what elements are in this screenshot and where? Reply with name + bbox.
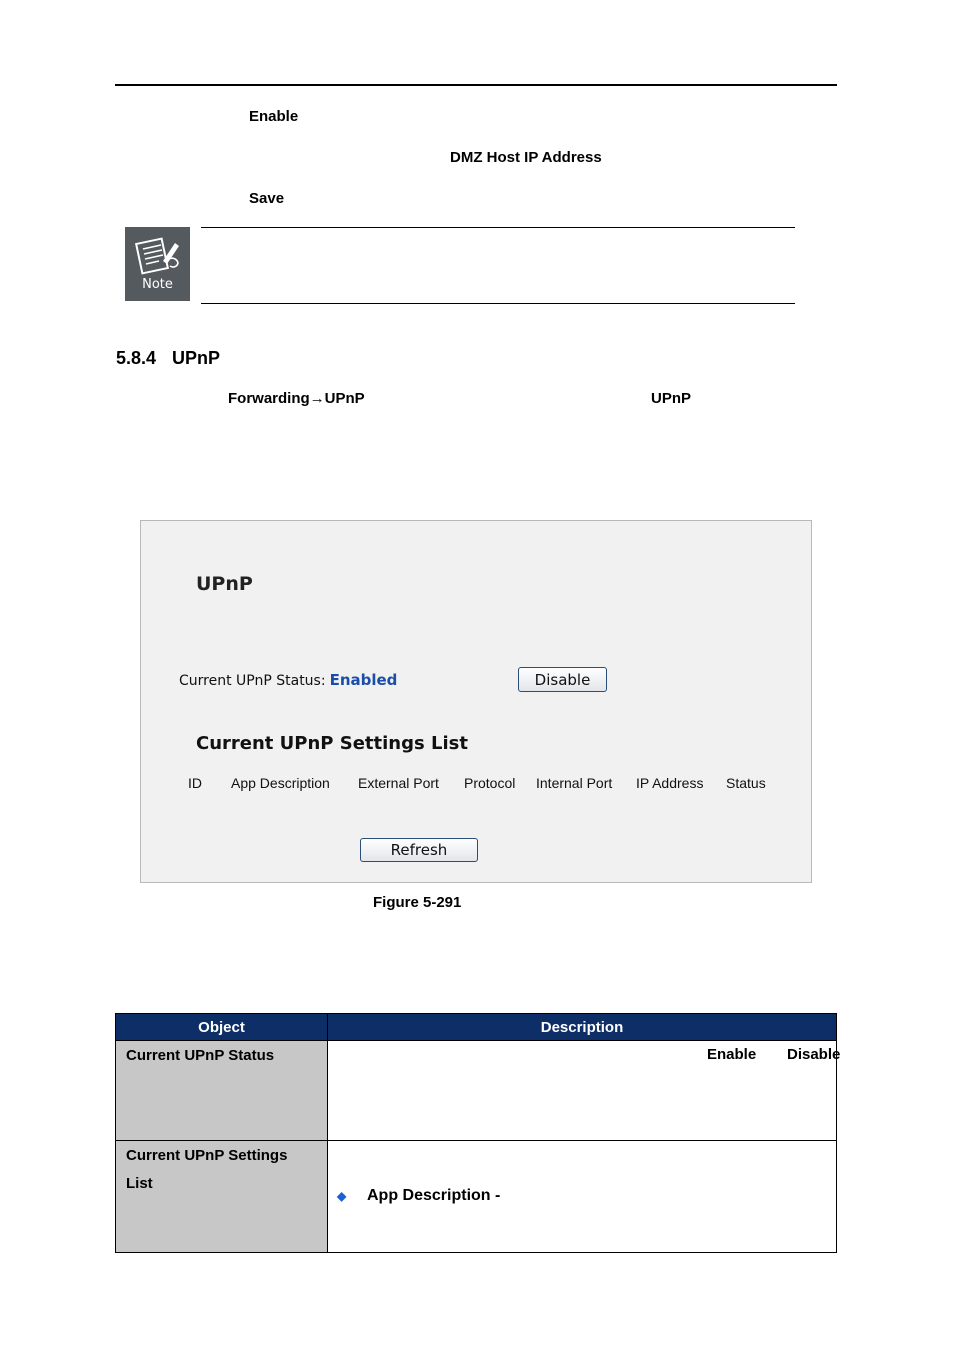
column-internal-port: Internal Port xyxy=(536,775,613,791)
object-description-table xyxy=(115,1013,841,1253)
dmz-host-ip-keyword: DMZ Host IP Address xyxy=(450,149,602,166)
column-protocol: Protocol xyxy=(464,775,516,791)
section-title: UPnP xyxy=(172,348,221,368)
table-header-row xyxy=(116,1014,837,1041)
settings-list-title: Current UPnP Settings List xyxy=(196,733,468,754)
column-external-port: External Port xyxy=(358,775,439,791)
notepad-pencil-icon xyxy=(133,235,183,275)
note-label: Note xyxy=(142,277,173,292)
save-keyword: Save xyxy=(249,190,285,207)
refresh-button[interactable]: Refresh xyxy=(360,838,478,862)
enable-keyword: Enable xyxy=(707,1046,757,1063)
table-row xyxy=(116,1041,837,1141)
section-number: 5.8.4 xyxy=(116,348,157,368)
upnp-status-value: Enabled xyxy=(329,671,398,689)
disable-button[interactable]: Disable xyxy=(518,667,607,692)
bullet-text: App Description - xyxy=(367,1187,501,1204)
upnp-page-title: UPnP xyxy=(196,573,253,595)
upnp-status-label: Current UPnP Status: xyxy=(179,673,326,689)
description-cell xyxy=(328,1041,841,1141)
object-current-upnp-settings-list xyxy=(116,1141,328,1253)
table-row xyxy=(116,1141,837,1253)
section-heading xyxy=(116,348,220,369)
column-app-description: App Description xyxy=(231,775,330,791)
note-bottom-rule xyxy=(201,303,795,304)
description-cell xyxy=(328,1141,837,1253)
top-rule xyxy=(115,84,837,86)
object-line: List xyxy=(126,1175,153,1192)
upnp-status-row xyxy=(179,671,397,689)
header-description: Description xyxy=(328,1014,837,1041)
object-current-upnp-status: Current UPnP Status xyxy=(116,1041,328,1141)
enable-keyword: Enable xyxy=(249,108,299,125)
bullet-icon: ◆ xyxy=(337,1189,347,1203)
note-top-rule xyxy=(201,227,795,228)
column-id: ID xyxy=(188,775,202,791)
disable-keyword: Disable xyxy=(787,1046,841,1063)
bullet-item xyxy=(337,1187,500,1205)
nav-page-name: UPnP xyxy=(651,390,692,407)
nav-path: Forwarding→UPnP xyxy=(228,390,365,407)
object-line: Current UPnP Settings xyxy=(126,1147,288,1164)
note-icon xyxy=(125,227,190,301)
header-object: Object xyxy=(116,1014,328,1041)
column-ip-address: IP Address xyxy=(636,775,704,791)
upnp-screenshot-figure xyxy=(140,520,812,883)
figure-caption: Figure 5-291 xyxy=(373,894,462,911)
column-status: Status xyxy=(726,775,766,791)
